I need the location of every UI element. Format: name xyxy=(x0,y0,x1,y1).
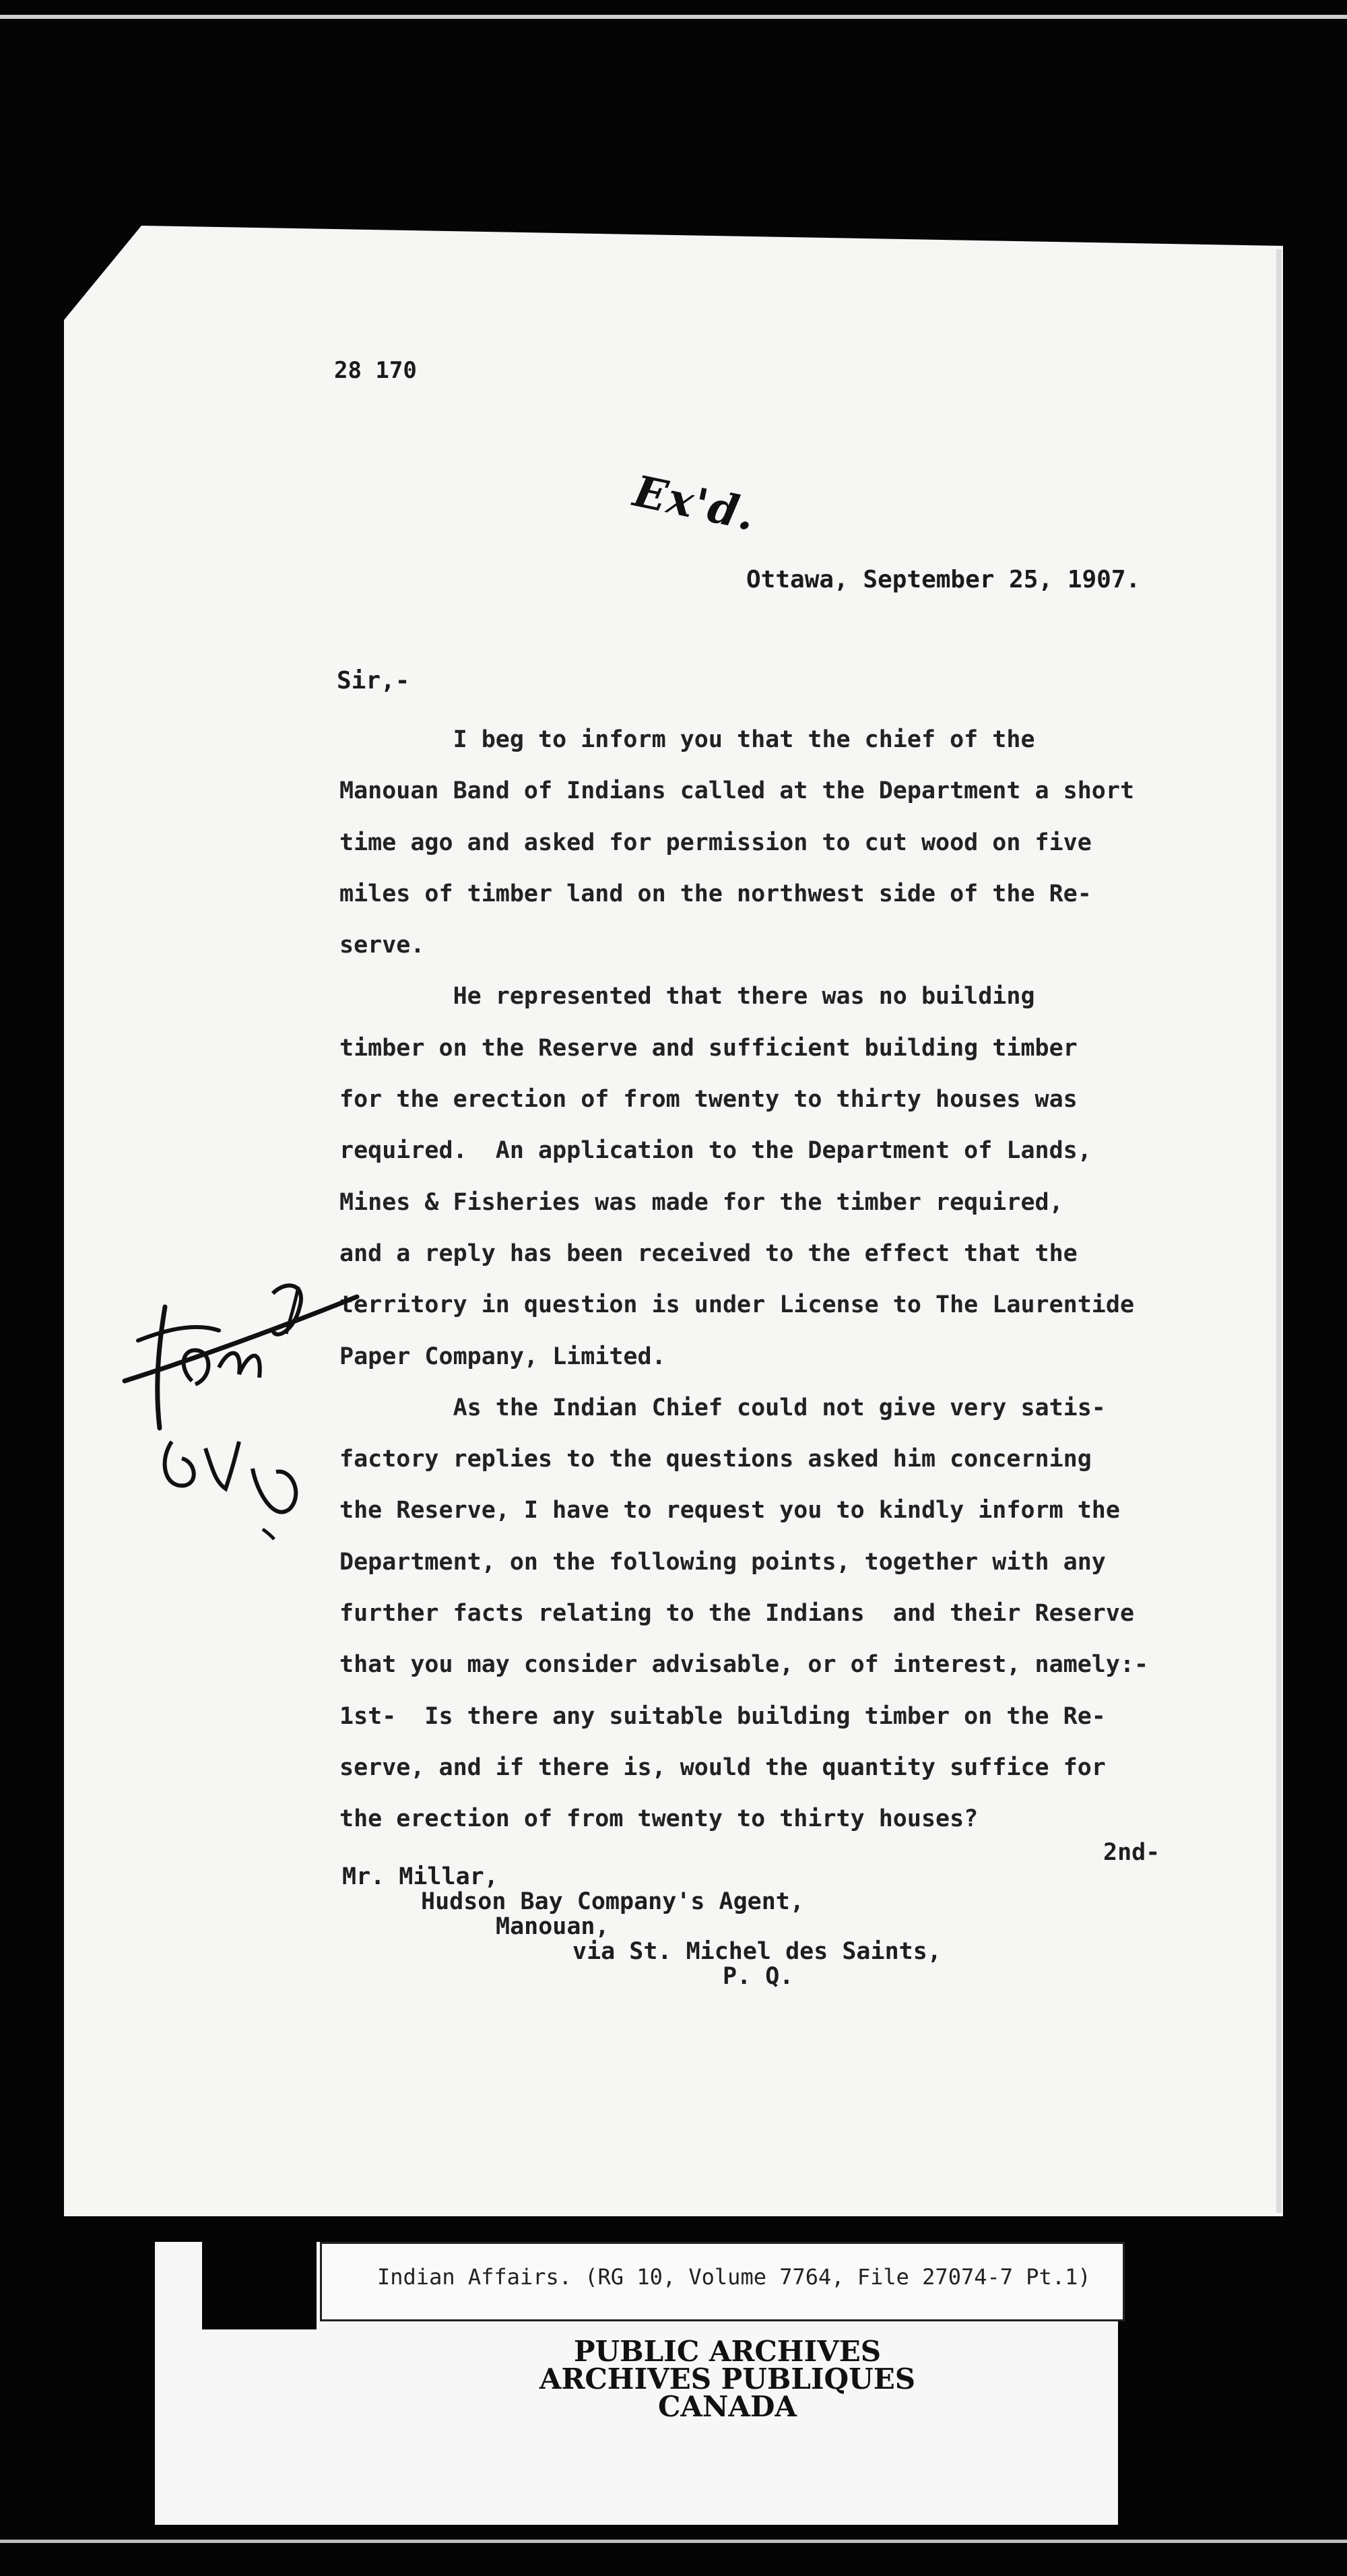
body-line: timber on the Reserve and sufficient building timber xyxy=(339,1034,1078,1062)
recipient-address xyxy=(342,1865,942,1989)
archives-line: ARCHIVES PUBLIQUES xyxy=(539,2362,916,2395)
body-line: and a reply has been received to the effect that the xyxy=(339,1239,1078,1267)
body-line: required. An application to the Department of Lands, xyxy=(339,1137,1092,1165)
label-mount-notch xyxy=(202,2242,317,2329)
scan-border-top xyxy=(0,15,1347,19)
handwritten-initials xyxy=(118,1266,387,1549)
archives-line: PUBLIC ARCHIVES xyxy=(573,2335,882,2368)
address-line: P. Q. xyxy=(723,1963,794,1990)
body-line: He represented that there was no building xyxy=(339,983,1035,1010)
body-line: Paper Company, Limited. xyxy=(339,1343,666,1370)
page-edge xyxy=(1276,249,1282,2213)
body-line: that you may consider advisable, or of interest, namely:- xyxy=(339,1651,1149,1679)
scan-border-bottom xyxy=(0,2540,1347,2543)
archives-canada-stamp xyxy=(471,2335,983,2423)
salutation: Sir,- xyxy=(337,667,410,695)
body-line: Mines & Fisheries was made for the timber required, xyxy=(339,1188,1063,1216)
body-line: the erection of from twenty to thirty houses? xyxy=(339,1805,979,1833)
body-line: for the erection of from twenty to thirty houses was xyxy=(339,1086,1078,1114)
body-line: 1st- Is there any suitable building timber on the Re- xyxy=(339,1702,1106,1730)
file-number: 28 170 xyxy=(334,357,417,384)
body-line: territory in question is under License to The Laurentide xyxy=(339,1291,1135,1319)
body-line: miles of timber land on the northwest side of the Re- xyxy=(339,880,1092,907)
dateline: Ottawa, September 25, 1907. xyxy=(746,566,1141,593)
body-line: further facts relating to the Indians and their Reserve xyxy=(339,1600,1135,1628)
body-line: As the Indian Chief could not give very satis- xyxy=(339,1394,1106,1421)
body-line: the Reserve, I have to request you to kindly inform the xyxy=(339,1497,1120,1524)
archive-citation: Indian Affairs. (RG 10, Volume 7764, File 27074-7 Pt.1) xyxy=(377,2264,1091,2290)
body-line: Manouan Band of Indians called at the Department a short xyxy=(339,777,1135,805)
body-line: I beg to inform you that the chief of the xyxy=(339,726,1035,753)
body-line: Department, on the following points, together with any xyxy=(339,1548,1106,1576)
body-line: time ago and asked for permission to cut wood on five xyxy=(339,829,1092,856)
exd-stamp: Ex'd. xyxy=(629,465,761,542)
address-line: via St. Michel des Saints, xyxy=(572,1938,942,1965)
body-line: serve, and if there is, would the quantity suffice for xyxy=(339,1753,1106,1781)
letter-body xyxy=(339,714,1215,1845)
address-line: Hudson Bay Company's Agent, xyxy=(421,1888,804,1915)
body-line: factory replies to the questions asked him concerning xyxy=(339,1446,1092,1473)
body-line: serve. xyxy=(339,932,425,959)
address-line: Manouan, xyxy=(496,1913,610,1940)
next-page-marker: 2nd- xyxy=(1103,1839,1160,1866)
address-line: Mr. Millar, xyxy=(342,1863,498,1890)
archives-line: CANADA xyxy=(657,2390,797,2423)
